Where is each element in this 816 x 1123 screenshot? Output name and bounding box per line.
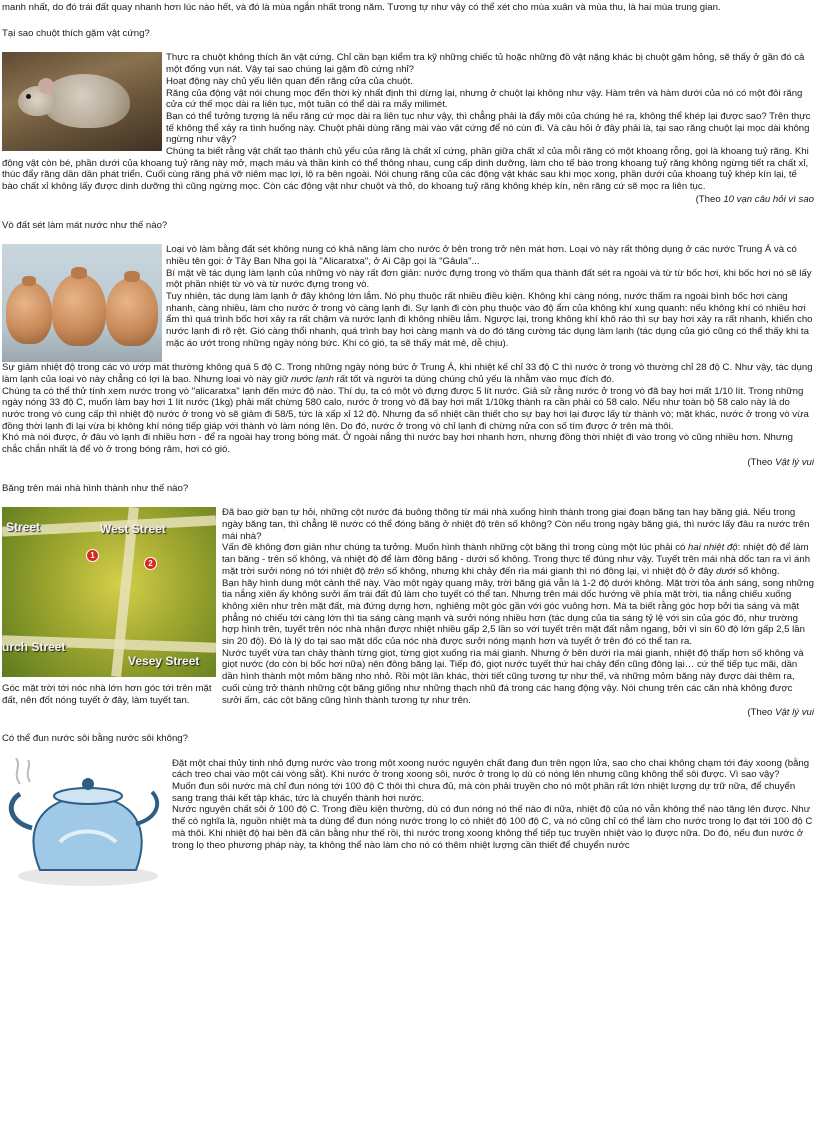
- map-street-label: Vesey Street: [128, 654, 200, 669]
- clay-pot-paragraph: Chúng ta có thể thử tính xem nước trong vò "alicaratxa" lạnh đến mức độ nào. Thí dụ, ta có một vò đựng được 5 lít nước. Giả sử rằng nước ở trong vò đã bay hơi mất 1/10 lít. Trong những ngày nóng 33 độ C, muốn làm bay hơi 1 lít nước (1kg) phải mất chừng 580 calo, nước ở trong vò đã bay hơi mất 1/10kg thành ra cần phải có 58 calo. Nếu như toàn bộ 58 calo này là do nước trong vò cung cấp thì nhiệt độ nước ở trong vò sẽ giảm đi 58/5, tức là xấp xỉ 12 độ. Nhưng đa số nhiệt cần thiết cho sự bay hơi lại được lấy từ thành vò; mặt khác, nước ở trong vò vừa đồng thời lạnh đi lại vừa bị không khí nóng tiếp giáp với thành vò làm nóng lên. Do đó, nước ở trong vò chỉ lạnh đi chừng nửa con số tìm được ở trên mà thôi.: [2, 385, 809, 432]
- boiling-paragraph: Nước nguyên chất sôi ở 100 độ C. Trong điều kiện thường, dù có đun nóng nó thế nào đi nữa, nhiệt độ của nó vẫn không thể nào tăng lên được. Như thế có nghĩa là, nguồn nhiệt mà ta dùng để đun nóng nước trong lọ có nhiệt độ 100 độ C, và nó cũng chỉ có thể làm cho nước trong lọ đạt tới 100 độ C mà thôi. Khi nhiệt độ hai bên đã cân bằng như thế rồi, thì nước trong xoong không thể tiếp tục truyền nhiệt vào lọ được nữa. Do đó, nếu đun nước ở trong lọ theo phương pháp này, ta không thể nào làm cho nó có thêm nhiệt lượng cần thiết để chuyển nước: [172, 804, 813, 851]
- rat-paragraph: Chúng ta biết rằng vật chất tạo thành chủ yếu của răng là chất xỉ cứng, phần giữa chất xỉ của mỗi răng có một khoang rỗng, gọi là khoang tuỷ răng. Khi động vật còn bé, phần dưới của khoang tuỷ răng này mở, mạch máu và thần kinh có thể thông nhau, cung cấp dinh dưỡng, làm cho tế bào trong khoang tuỷ răng không ngừng tiết ra chất xỉ, thúc đẩy răng dần dần phát triển. Cuối cùng răng phá vỡ niêm mạc lợi, lộ ra bên ngoài. Nói chung răng của các động vật khác sau khi mọc xong, phần dưới của khoang tuỷ khép kín lại, tế bào chất xỉ không lấy được dinh dưỡng thì cũng ngừng mọc. Còn các động vật như chuột và thỏ, do khoang tuỷ răng không khép kín, nên răng cứ sẽ mọc ra liên tục.: [2, 146, 809, 193]
- figure-caption: Góc mặt trời tới nóc nhà lớn hơn góc tới trên mặt đất, nên đốt nóng tuyết ở đây, làm tuyết tan.: [2, 683, 212, 706]
- source-title: Vật lý vui: [775, 707, 814, 719]
- source-citation: (Theo Vật lý vui: [747, 707, 814, 719]
- question-heading-ice: Băng trên mái nhà hình thành như thế nào?: [2, 482, 189, 494]
- clay-pot-paragraph: Loại vò làm bằng đất sét không nung có khả năng làm cho nước ở bên trong trở nên mát hơn. Loại vò này rất thông dụng ở các nước Trung Á và có nhiều tên gọi: ở Tây Ban Nha gọi là "Alicaratxa", ở Ai Cập gọi là "Gâula"...: [166, 244, 797, 267]
- map-pin-icon: 1: [86, 549, 99, 562]
- emphasis-text: nước lạnh: [291, 373, 334, 385]
- question-heading-clay-pot: Vò đất sét làm mát nước như thế nào?: [2, 219, 168, 231]
- rat-paragraph: Răng của động vật nói chung mọc đến thời kỳ nhất định thì dừng lại, nhưng ở chuột lại không như vậy. Hàm trên và hàm dưới của nó có một đôi răng cửa cứ thế mọc dài ra liên tục, một tuần có thể dài ra mấy milimét.: [166, 87, 803, 111]
- map-street-label: West Street: [100, 522, 166, 537]
- kettle-illustration-icon: [2, 758, 168, 888]
- boiling-paragraph: Đặt một chai thủy tinh nhỏ đựng nước vào trong một xoong nước nguyên chất đang đun trên ngọn lửa, sao cho chai không chạm tới đáy xoong (bằng cách treo chai vào một cái vòng sắt). Khi nước ở trong xoong sôi, nước ở trong lọ dù có nóng lên nhưng cũng không thể sôi được. Vì sao vậy?: [172, 757, 810, 781]
- source-title: 10 vạn câu hỏi vì sao: [723, 193, 814, 205]
- article-page: [2, 2, 814, 888]
- emphasis-text: hai nhiệt độ: [688, 542, 738, 554]
- clay-pots-photo-icon: [2, 244, 162, 362]
- rat-paragraph: Thực ra chuột không thích ăn vật cứng. Chỉ cần bạn kiểm tra kỹ những chiếc tủ hoặc những đồ vật nặng khác bị chuột gặm hỏng, sẽ thấy ở gần đó cả một đống vụn nát. Vậy tại sao chúng lại gặm đồ cứng nhỉ?: [166, 52, 805, 76]
- rat-paragraph: Hoạt động này chủ yếu liên quan đến răng cửa của chuột.: [166, 75, 413, 87]
- source-title: Vật lý vui: [775, 456, 814, 468]
- question-heading-boiling: Có thể đun nước sôi bằng nước sôi không?: [2, 732, 188, 744]
- clay-pot-paragraph: Khó mà nói được, ở đâu vò lạnh đi nhiều hơn - để ra ngoài hay trong bóng mát. Ở ngoài nắng thì nước bay hơi nhanh hơn, nhưng đồng thời nhiệt đi vào trong vò cũng nhiều hơn. Nhưng chắc chắn nhất là để vò ở trong bóng râm, hơi có gió.: [2, 432, 793, 456]
- rat-paragraph: Bạn có thể tưởng tượng là nếu răng cứ mọc dài ra liên tục như vậy, thì chẳng phải là đẩy môi của chúng hé ra, không thể khép lại được sao? Trên thực tế không thể xảy ra tình huống này. Chuột phải dùng răng mài vào vật cứng để nó cùn đi. Và câu hỏi ở đây phải là, tại sao răng chuột lại mọc dài không ngừng như vậy?: [166, 110, 811, 146]
- map-pin-icon: 2: [144, 557, 157, 570]
- ice-paragraph: Bạn hãy hình dung một cảnh thế này. Vào một ngày quang mây, trời băng giá vẫn là 1-2 độ dưới không. Mặt trời tỏa ánh sáng, song những tia nắng xiên ấy không sưởi ấm trái đất đủ làm cho tuyết có thể tan. Nhưng trên mái dốc hướng về phía mặt trời, tia nắng chiếu xuống không xiên như trên mặt đất, mà đứng dựng hơn, nghiêng một góc gần với góc vuông hơn. Mà ta biết rằng góc hợp bởi tia sáng và mặt phẳng nó chiếu tới càng lớn thì tia sáng càng mạnh và sưởi nóng nhiều hơn (tác dụng của tia sáng tỷ lệ với sin của góc đó, như trường hợp hình trên, tuyết trên nóc nhà nhận được nhiệt nhiều gấp 2,5 lần so với tuyết trên mặt đất nằm ngang, bởi vì sin 60 độ lớn gấp 2,5 lần sin 20 độ). Đó là lý do tại sao mặt dốc của nóc nhà được sưởi nóng mạnh hơn và tuyết ở trên đó có thể tan ra.: [222, 577, 814, 648]
- figure-with-caption: [2, 507, 216, 706]
- map-street-label: urch Street: [2, 640, 66, 655]
- rat-photo-icon: [2, 52, 162, 151]
- clay-pot-paragraph: Bí mật về tác dụng làm lạnh của những vò này rất đơn giản: nước đựng trong vò thấm qua thành đất sét ra ngoài và từ từ bốc hơi, khi bốc hơi nó sẽ lấy một phần nhiệt từ vò và từ nước đựng trong vò.: [166, 267, 812, 291]
- intro-paragraph: manh nhất, do đó trái đất quay nhanh hơn lúc nào hết, và đó là mùa ngắn nhất trong năm. Tương tự như vậy có thể xét cho mùa xuân và mùa thu, là hai mùa trung gian.: [2, 2, 721, 13]
- question-heading-rat: Tại sao chuột thích gặm vật cứng?: [2, 27, 150, 39]
- source-citation: (Theo Vật lý vui: [747, 456, 814, 468]
- clay-pot-paragraph: Sự giảm nhiệt độ trong các vò ướp mát thường không quá 5 độ C. Trong những ngày nóng bức ở Trung Á, khi nhiệt kế chỉ 33 độ C thì nước ở trong vò thường chỉ 28 độ C. Như vậy, tác dụng làm lạnh của loại vò này chẳng có lợi là bao. Nhưng loại vò này giữ nước lạnh rất tốt và người ta dùng chúng chủ yếu là nhằm vào mục đích đó.: [2, 362, 813, 385]
- clay-pot-paragraph: Tuy nhiên, tác dụng làm lạnh ở đây không lớn lắm. Nó phụ thuộc rất nhiều điều kiện. Không khí càng nóng, nước thấm ra ngoài bình bốc hơi càng nhanh, càng nhiều, làm cho nước ở trong vò càng lạnh đi. Sự lạnh đi còn phụ thuộc vào độ ẩm của không khí xung quanh: nếu không khí có nhiều hơi ẩm thì quá trình bốc hơi xảy ra rất chậm và nước lạnh đi không nhiều lắm. Ngược lại, trong không khí khô ráo thì sự bay hơi xảy ra rất nhanh, khiến cho nước lạnh đi rõ rệt. Gió càng thổi nhanh, quá trình bay hơi càng mạnh và do đó tăng cường tác dụng làm lạnh (tác dụng của gió cũng có thể thấy khi ta mặc áo ướt trong những ngày nóng bức. Khi có gió, ta sẽ thấy mát mẻ, dễ chịu).: [166, 291, 813, 349]
- ice-paragraph: Đã bao giờ bạn tự hỏi, những cột nước đá buông thõng từ mái nhà xuống hình thành trong giai đoạn băng tan hay băng giá. Nếu trong ngày băng tan, thì chẳng lẽ nước có thể đóng băng ở nhiệt độ trên số không? Còn nếu trong ngày băng giá, thì nước lấy đâu ra nước trên mái nhà?: [222, 507, 810, 542]
- street-map-photo-icon: [2, 507, 216, 677]
- ice-paragraph: Vấn đề không đơn giản như chúng ta tưởng. Muốn hình thành những cột băng thì trong cùng một lúc phải có hai nhiệt độ: nhiệt độ để làm tan băng - trên số không, và nhiệt độ để làm đông băng - dưới số không. Trong thực tế đúng như vậy. Tuyết trên mái nhà dốc tan ra vì ánh mặt trời sưởi nóng nó tới nhiệt độ trên số không, nhưng khi chảy đến rìa mái gianh thì nó đông lại, vì nhiệt độ ở đây dưới số không.: [222, 542, 811, 577]
- ice-paragraph: Nước tuyết vừa tan chảy thành từng giọt, từng giọt xuống rìa mái gianh. Nhưng ở bên dưới rìa mái gianh, nhiệt độ thấp hơn số không và giọt nước (do còn bị bốc hơi nữa) nên đông băng lại. Tiếp đó, giọt nước tuyết thứ hai chảy đến cũng đông lại… cứ thế tiếp tục mãi, dần dần hình thành một mỏm băng nho nhỏ. Rồi một lần khác, thời tiết cũng tương tự như thế, và những mỏm băng này được dài thêm ra, cuối cùng trở thành những cột băng giống như những thạch nhũ đá trong các hang động vậy. Nói chung trên các căn nhà không được sưởi ấm, các cột băng cũng hình thành tương tự như trên.: [222, 647, 804, 706]
- source-citation: (Theo 10 vạn câu hỏi vì sao: [695, 193, 814, 205]
- map-street-label: Street: [6, 520, 41, 535]
- emphasis-text: trên: [367, 565, 385, 577]
- emphasis-text: dưới: [716, 565, 736, 577]
- boiling-paragraph: Muốn đun sôi nước mà chỉ đun nóng tới 100 độ C thôi thì chưa đủ, mà còn phải truyền cho nó một phần rất lớn nhiệt lượng dự trữ nữa, để chuyển sang trạng thái kết tập khác, tức là chuyển thành hơi nước.: [172, 781, 796, 804]
